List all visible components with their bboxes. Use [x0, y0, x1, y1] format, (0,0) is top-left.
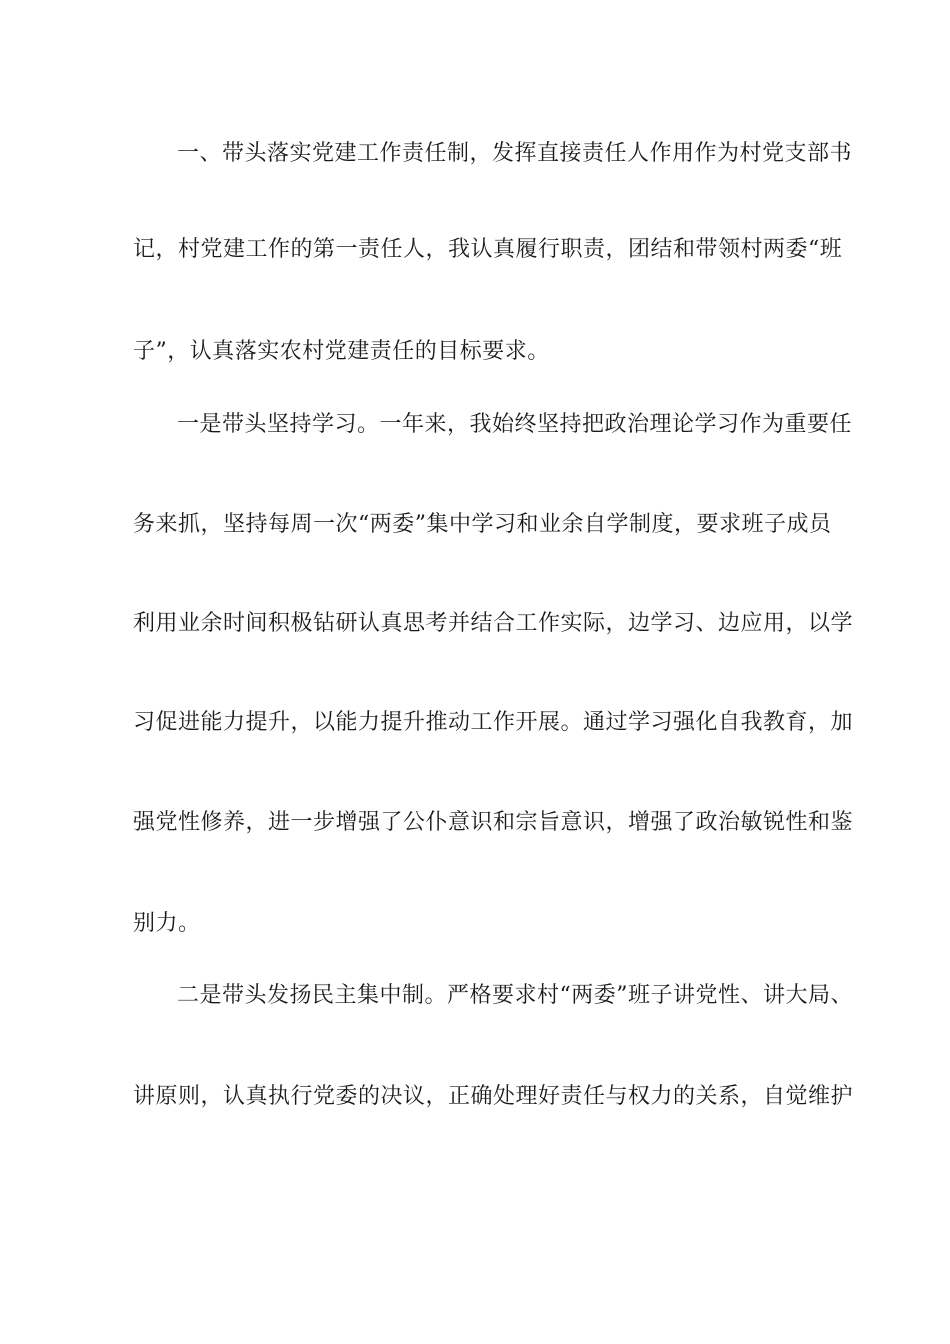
- paragraph-1-line-1: 一、带头落实党建工作责任制，发挥直接责任人作用作为村党支部书: [177, 141, 853, 166]
- paragraph-1-line-2: 记，村党建工作的第一责任人，我认真履行职责，团结和带领村两委“班: [133, 237, 843, 262]
- paragraph-2-line-3: 利用业余时间积极钻研认真思考并结合工作实际，边学习、边应用，以学: [133, 611, 854, 636]
- paragraph-2-line-5: 强党性修养，进一步增强了公仆意识和宗旨意识，增强了政治敏锐性和鉴: [133, 810, 854, 835]
- paragraph-3-line-1: 二是带头发扬民主集中制。严格要求村“两委”班子讲党性、讲大局、: [177, 983, 853, 1008]
- paragraph-2-line-2: 务来抓，坚持每周一次“两委”集中学习和业余自学制度，要求班子成员: [133, 512, 832, 537]
- paragraph-1-line-3: 子”，认真落实农村党建责任的目标要求。: [133, 339, 550, 364]
- paragraph-2-line-1: 一是带头坚持学习。一年来，我始终坚持把政治理论学习作为重要任: [177, 412, 853, 437]
- paragraph-2-line-4: 习促进能力提升，以能力提升推动工作开展。通过学习强化自我教育，加: [133, 710, 854, 735]
- paragraph-3-line-2: 讲原则，认真执行党委的决议，正确处理好责任与权力的关系，自觉维护: [133, 1084, 854, 1109]
- paragraph-2-line-6: 别力。: [133, 911, 201, 936]
